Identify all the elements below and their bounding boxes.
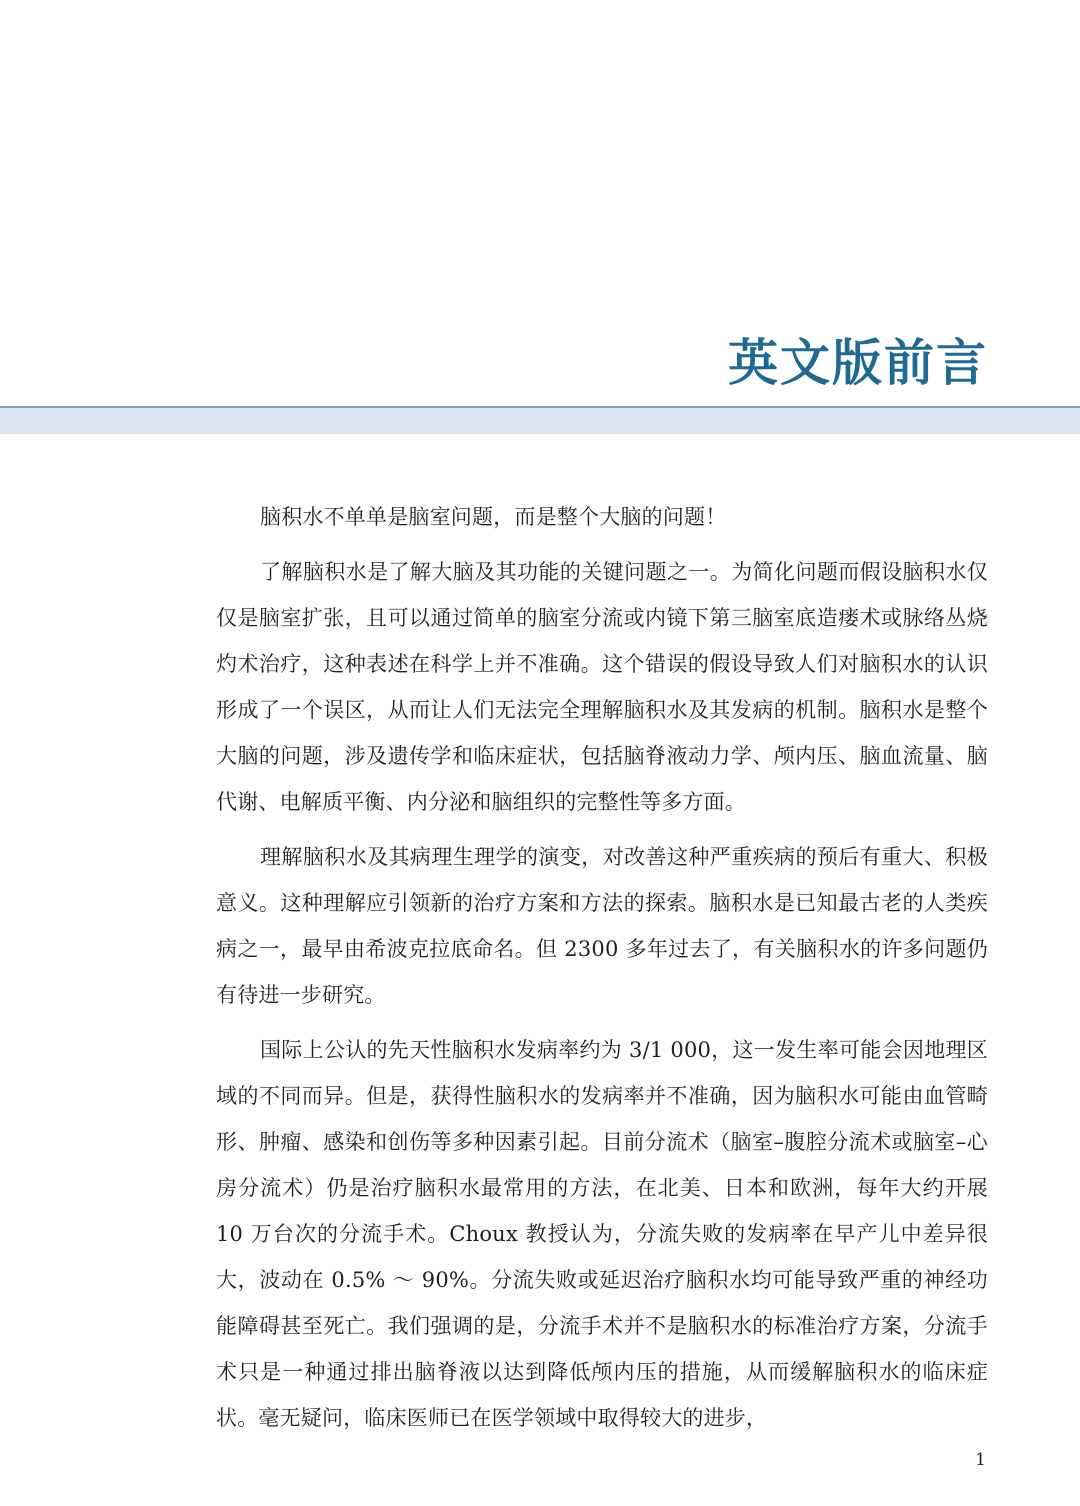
paragraph-2: 了解脑积水是了解大脑及其功能的关键问题之一。为简化问题而假设脑积水仅仅是脑室扩张，且可以通过简单的脑室分流或内镜下第三脑室底造瘘术或脉络丛烧灼术治疗，这种表述在科学上并不准确。这个错误的假设导致人们对脑积水的认识形成了一个误区，从而让人们无法完全理解脑积水及其发病的机制。脑积水是整个大脑的问题，涉及遗传学和临床症状，包括脑脊液动力学、颅内压、脑血流量、脑代谢、电解质平衡、内分泌和脑组织的完整性等多方面。 [216,560,988,814]
paragraph-3: 理解脑积水及其病理生理学的演变，对改善这种严重疾病的预后有重大、积极意义。这种理解应引领新的治疗方案和方法的探索。脑积水是已知最古老的人类疾病之一，最早由希波克拉底命名。但 2300 多年过去了，有关脑积水的许多问题仍有待进一步研究。 [216,845,988,1007]
paragraph-1: 脑积水不单单是脑室问题，而是整个大脑的问题！ [260,505,727,529]
header-band [0,406,1080,434]
page-title: 英文版前言 [728,333,988,392]
page-number: 1 [975,1450,986,1470]
paragraph-4: 国际上公认的先天性脑积水发病率约为 3/1 000，这一发生率可能会因地理区域的不同而异。但是，获得性脑积水的发病率并不准确，因为脑积水可能由血管畸形、肿瘤、感染和创伤等多种因素引起。目前分流术（脑室–腹腔分流术或脑室–心房分流术）仍是治疗脑积水最常用的方法，在北美、日本和欧洲，每年大约开展 10 万台次的分流手术。Choux 教授认为，分流失败的发病率在早产儿中差异很大，波动在 0.5% ～ 90%。分流失败或延迟治疗脑积水均可能导致严重的神经功能障碍甚至死亡。我们强调的是，分流手术并不是脑积水的标准治疗方案，分流手术只是一种通过排出脑脊液以达到降低颅内压的措施，从而缓解脑积水的临床症状。毫无疑问，临床医师已在医学领域中取得较大的进步， [216,1038,988,1430]
body-text [216,494,988,1450]
